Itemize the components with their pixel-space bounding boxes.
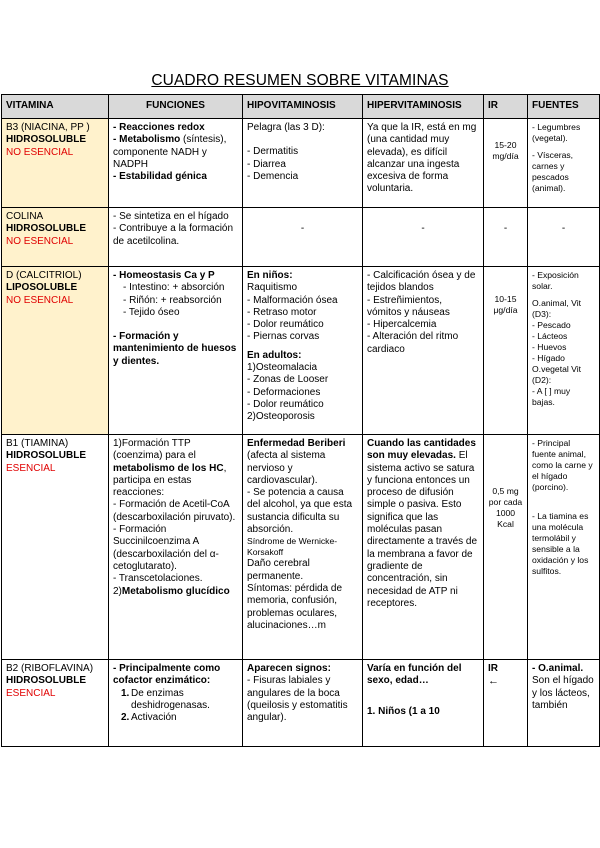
vitamin-cell <box>2 435 109 660</box>
fuente-text: - A [ ] muy bajas. <box>532 386 571 407</box>
hipo-cell <box>243 660 363 747</box>
vitamin-name: COLINA <box>6 211 44 222</box>
hiper-text: Varía en función del sexo, edad… <box>367 663 462 687</box>
hiper-text: - Alteración del ritmo cardiaco <box>367 331 459 355</box>
hiper-text: - <box>421 223 425 234</box>
hipo-text: - <box>300 223 305 234</box>
hiper-text: - Calcificación ósea y de tejidos blandos <box>367 270 476 294</box>
funciones-cell <box>109 660 243 747</box>
funcion-text: - Formación de Acetil-CoA (descarboxilación piruvato). <box>113 499 236 523</box>
funcion-text: - Reacciones redox <box>113 122 205 133</box>
funcion-text: - Estabilidad génica <box>113 171 207 183</box>
hipo-text: Síntomas: pérdida de memoria, confusión, problemas oculares, alucinaciones…m <box>247 582 343 631</box>
funcion-text: - Contribuye a la formación de acetilcolina. <box>113 223 234 247</box>
hipo-text: 1)Osteomalacia <box>247 362 318 374</box>
ir-cell <box>484 119 528 208</box>
header-vitamina: VITAMINA <box>2 95 109 119</box>
fuente-text: - O.animal. <box>532 663 584 674</box>
hipo-text: - Piernas corvas <box>247 331 320 343</box>
fuentes-cell <box>528 435 600 660</box>
header-ir: IR <box>484 95 528 119</box>
funcion-text: - Formación Succinilcoenzima A (descarboxilación del α-cetoglutarato). <box>113 524 219 572</box>
ir-text: 10-15 μg/día <box>493 294 518 315</box>
hipo-text: - Dolor reumático <box>247 398 324 410</box>
hipo-text: - Zonas de Looser <box>247 374 329 386</box>
funcion-text: 1)Formación TTP (coenzima) para el <box>113 438 196 462</box>
hipo-text: - Demencia <box>247 170 299 182</box>
fuente-text: - Hígado <box>532 353 565 363</box>
funcion-text: - Tejido óseo <box>123 306 180 318</box>
hiper-text: - Hipercalcemia <box>367 319 437 331</box>
header-hipovitaminosis: HIPOVITAMINOSIS <box>243 95 363 119</box>
fuente-text: - Exposición solar. <box>532 270 579 291</box>
funcion-text: - Se sintetiza en el hígado <box>113 211 229 222</box>
list-number: 2. <box>121 712 130 724</box>
funcion-text: De enzimas deshidrogenasas. <box>131 687 210 711</box>
vitamin-type: LIPOSOLUBLE <box>6 282 78 294</box>
header-row <box>2 95 600 119</box>
arrow-left-icon: ← <box>488 675 499 688</box>
table-row <box>2 267 600 435</box>
hipo-text: - Retraso motor <box>247 306 317 318</box>
vitamin-table <box>1 94 600 747</box>
hipo-text: Enfermedad Beriberi <box>247 438 346 449</box>
header-funciones: FUNCIONES <box>109 95 243 119</box>
hiper-cell <box>363 119 484 208</box>
vitamin-essential: NO ESENCIAL <box>6 235 74 247</box>
fuente-text: - Lácteos <box>532 331 568 341</box>
hipo-text: Síndrome de Wernicke-Korsakoff <box>247 536 338 558</box>
ir-cell <box>484 435 528 660</box>
table-row <box>2 208 600 267</box>
fuente-text: - Huevos <box>532 342 567 352</box>
vitamin-name: B1 (TIAMINA) <box>6 438 69 449</box>
hipo-cell <box>243 267 363 435</box>
funciones-cell <box>109 208 243 267</box>
hipo-text: Raquitismo <box>247 282 298 294</box>
hipo-text: Daño cerebral permanente. <box>247 558 310 582</box>
ir-text: 0,5 mg por cada 1000 Kcal <box>488 486 523 529</box>
page-title: CUADRO RESUMEN SOBRE VITAMINAS <box>151 72 449 89</box>
funcion-text: - Principalmente como cofactor enzimático: <box>113 663 221 687</box>
funciones-cell <box>109 267 243 435</box>
hiper-text: Ya que la IR, está en mg (una cantidad muy elevada), es difícil alcanzar una ingesta excesiva de forma voluntaria. <box>367 122 477 195</box>
hipo-text: - Deformaciones <box>247 386 321 398</box>
header-fuentes: FUENTES <box>528 95 600 119</box>
hiper-cell <box>363 267 484 435</box>
funcion-text: 2) <box>113 585 122 597</box>
hipo-text: - Diarrea <box>247 158 286 170</box>
fuentes-cell <box>528 208 600 267</box>
fuente-text: - Vísceras, carnes y pescados (animal). <box>532 150 574 193</box>
hipo-cell <box>243 208 363 267</box>
fuentes-cell <box>528 119 600 208</box>
fuentes-cell <box>528 267 600 435</box>
fuente-text: O.animal, Vit (D3): <box>532 298 582 319</box>
funcion-text: Activación <box>131 712 177 724</box>
funciones-cell <box>109 435 243 660</box>
hipo-cell <box>243 435 363 660</box>
ir-text: - <box>503 223 508 234</box>
funcion-text: - Intestino: + absorción <box>123 282 225 294</box>
hipo-text: - Se potencia a causa del alcohol, ya que esta sustancia dificulta su absorción. <box>247 487 353 536</box>
table-row <box>2 435 600 660</box>
funcion-text: - Homeostasis Ca y P <box>113 270 215 281</box>
vitamin-type: HIDROSOLUBLE <box>6 134 86 146</box>
hipo-text: Pelagra (las 3 D): <box>247 122 325 133</box>
table-row <box>2 660 600 747</box>
funcion-text: - Formación y mantenimiento de huesos y dientes. <box>113 331 237 367</box>
list-number: 1. <box>121 687 130 699</box>
hipo-cell <box>243 119 363 208</box>
hiper-text: Cuando las cantidades son muy elevadas. <box>367 438 476 462</box>
funcion-text: , participa en estas reacciones: <box>113 462 227 499</box>
funcion-text: (síntesis), componente NADH y NADPH <box>113 134 227 170</box>
hipo-text: 2)Osteoporosis <box>247 411 315 423</box>
fuente-text: - La tiamina es una molécula termolábil y sensible a la oxidación y los sulfitos. <box>532 511 589 576</box>
vitamin-essential: ESENCIAL <box>6 687 56 699</box>
hipo-text: - Dolor reumático <box>247 319 324 331</box>
hipo-text: En adultos: <box>247 349 302 361</box>
ir-cell <box>484 267 528 435</box>
hiper-cell <box>363 435 484 660</box>
hiper-text: El sistema activo se satura y funciona entonces un proceso de difusión simple o pasiva. Esto significa que las moléculas pasan directamente a través de la membrana a favor de gradiente de concentración, sin necesidad de ATP ni receptores. <box>367 450 478 609</box>
hipo-text: Aparecen signos: <box>247 663 331 674</box>
fuente-text: - Legumbres (vegetal). <box>532 122 581 143</box>
vitamin-essential: NO ESENCIAL <box>6 294 74 306</box>
hipo-text: En niños: <box>247 270 293 281</box>
vitamin-name: B3 (NIACINA, PP ) <box>6 122 90 133</box>
funcion-text: - Metabolismo <box>113 134 181 146</box>
ir-text: IR <box>488 663 498 674</box>
funcion-text: Metabolismo glucídico <box>121 585 230 597</box>
funcion-text: - Riñón: + reabsorción <box>123 294 222 306</box>
vitamin-name: D (CALCITRIOL) <box>6 270 82 281</box>
funcion-text: - Transcetolaciones. <box>113 573 203 585</box>
ir-cell <box>484 208 528 267</box>
vitamin-cell <box>2 208 109 267</box>
vitamin-essential: ESENCIAL <box>6 462 56 474</box>
fuente-text: Son el hígado y los lácteos, también <box>532 675 594 711</box>
hiper-cell <box>363 208 484 267</box>
header-hipervitaminosis: HIPERVITAMINOSIS <box>363 95 484 119</box>
hiper-cell <box>363 660 484 747</box>
vitamin-essential: NO ESENCIAL <box>6 146 74 158</box>
funcion-text: metabolismo de los HC <box>113 462 224 474</box>
hipo-text: - Malformación ósea <box>247 294 338 306</box>
fuentes-cell <box>528 660 600 747</box>
fuente-text: - Pescado <box>532 320 571 330</box>
vitamin-type: HIDROSOLUBLE <box>6 675 86 687</box>
hipo-text: - Fisuras labiales y angulares de la boca (queilosis y estomatitis angular). <box>247 675 348 724</box>
hiper-text: 1. Niños (1 a 10 <box>367 705 440 717</box>
fuente-text: O.vegetal Vit (D2): <box>532 364 582 385</box>
ir-text: 15-20 mg/día <box>492 140 519 161</box>
funciones-cell <box>109 119 243 208</box>
vitamin-cell <box>2 267 109 435</box>
fuente-text: - Principal fuente animal, como la carne y el hígado (porcino). <box>532 438 593 492</box>
vitamin-type: HIDROSOLUBLE <box>6 450 86 462</box>
hiper-text: - Estreñimientos, vómitos y náuseas <box>367 294 450 318</box>
vitamin-cell <box>2 660 109 747</box>
hipo-text: (afecta al sistema nervioso y cardiovascular). <box>247 450 326 486</box>
vitamin-cell <box>2 119 109 208</box>
hipo-text: - Dermatitis <box>247 146 299 158</box>
table-row <box>2 119 600 208</box>
ir-cell <box>484 660 528 747</box>
fuente-text: - <box>561 223 566 234</box>
vitamin-name: B2 (RIBOFLAVINA) <box>6 663 94 674</box>
vitamin-type: HIDROSOLUBLE <box>6 223 86 235</box>
